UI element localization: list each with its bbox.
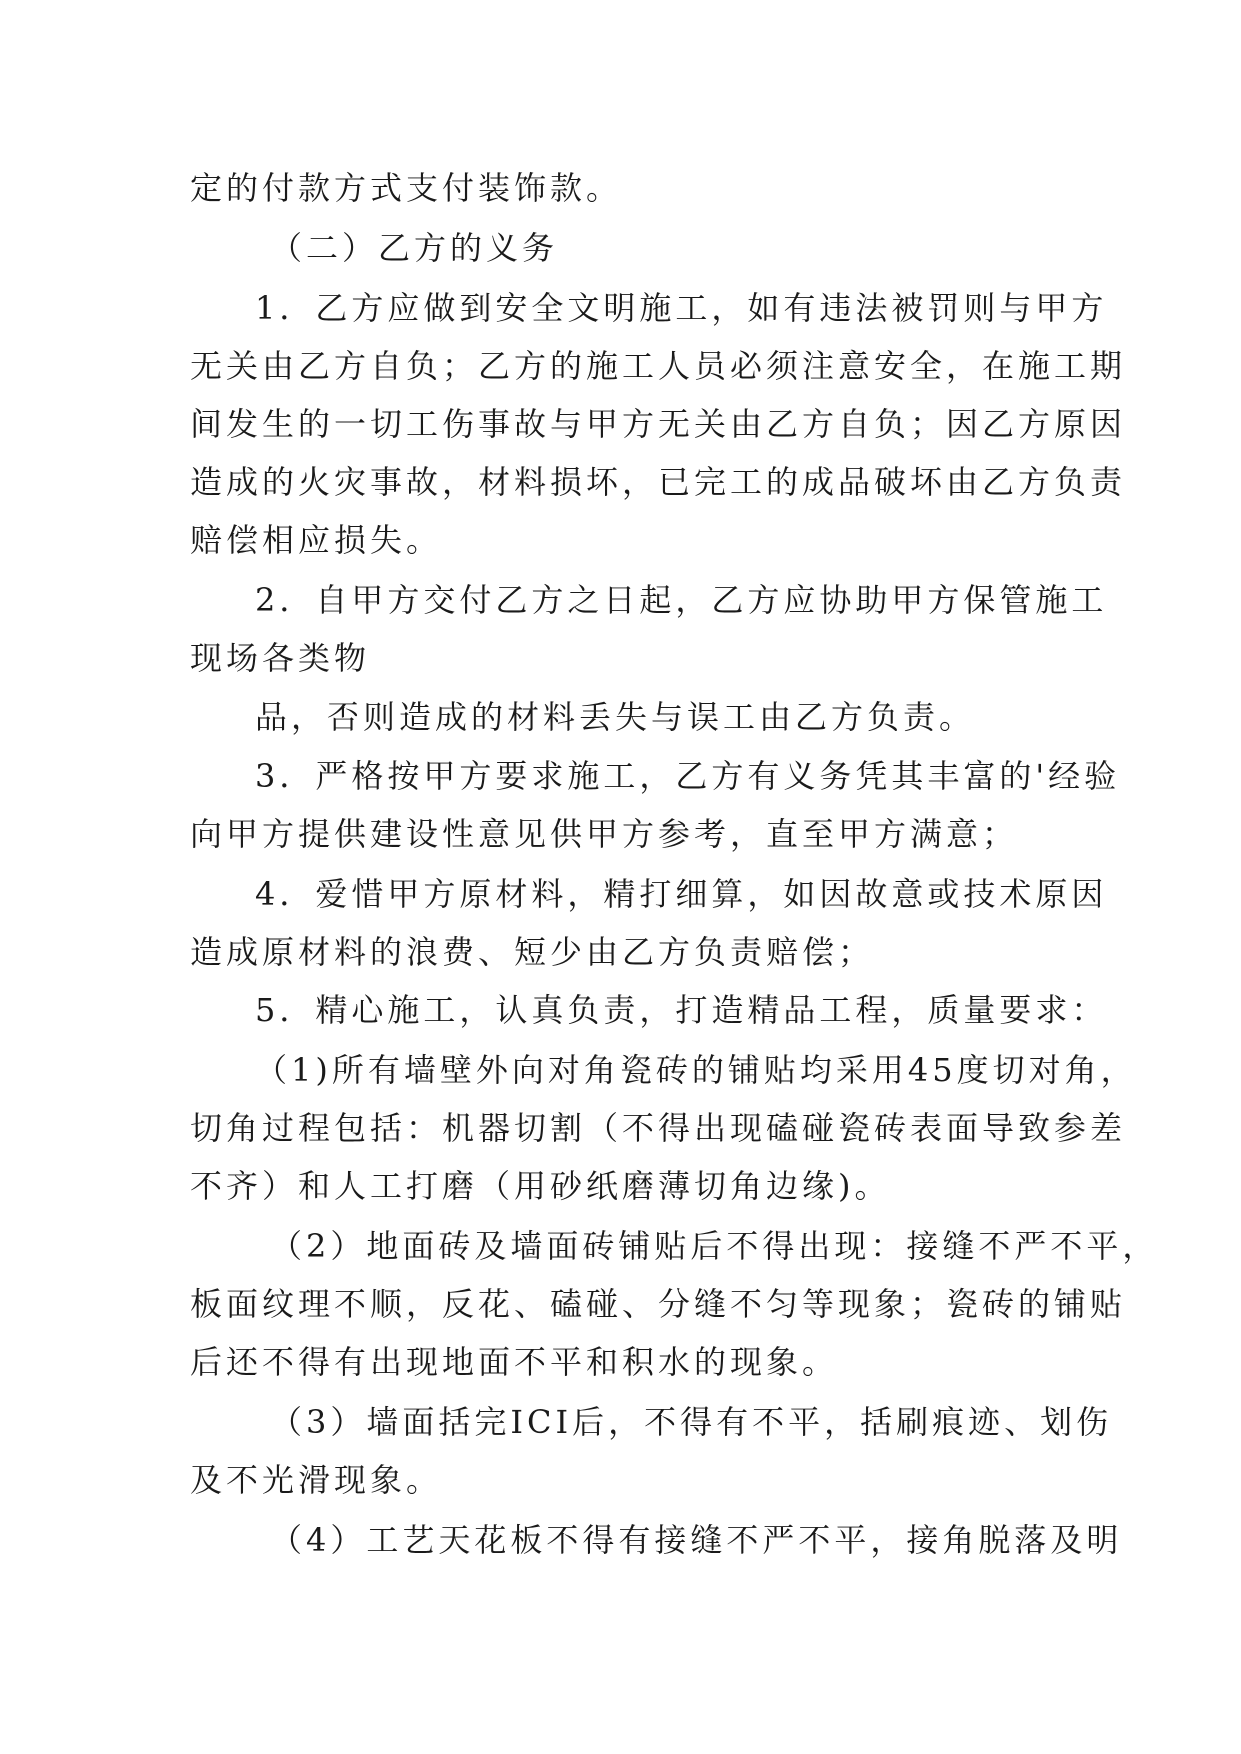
paragraph-line: （3）墙面括完ICI后，不得有不平，括刷痕迹、划伤	[270, 1403, 1113, 1441]
paragraph-line: 4．爱惜甲方原材料，精打细算，如因故意或技术原因	[255, 875, 1108, 913]
paragraph-line: 后还不得有出现地面不平和积水的现象。	[190, 1343, 839, 1381]
paragraph-line: 现场各类物	[190, 639, 371, 677]
paragraph-line: 及不光滑现象。	[190, 1461, 443, 1499]
paragraph-line: （4）工艺天花板不得有接缝不严不平，接角脱落及明	[270, 1521, 1123, 1559]
paragraph-line: 造成的火灾事故，材料损坏，已完工的成品破坏由乙方负责	[190, 463, 1127, 501]
paragraph-line: 赔偿相应损失。	[190, 521, 443, 559]
paragraph-line: 向甲方提供建设性意见供甲方参考，直至甲方满意；	[190, 815, 1019, 853]
paragraph-line: 品，否则造成的材料丢失与误工由乙方负责。	[255, 698, 976, 736]
paragraph-line: 无关由乙方自负；乙方的施工人员必须注意安全，在施工期	[190, 347, 1127, 385]
paragraph-line: 2．自甲方交付乙方之日起，乙方应协助甲方保管施工	[255, 581, 1108, 619]
paragraph-line: 5．精心施工，认真负责，打造精品工程，质量要求：	[255, 991, 1108, 1029]
paragraph-line: 定的付款方式支付装饰款。	[190, 169, 623, 207]
section-heading: （二）乙方的义务	[270, 229, 559, 267]
paragraph-line: （1)所有墙壁外向对角瓷砖的铺贴均采用45度切对角，	[255, 1051, 1137, 1089]
paragraph-line: 间发生的一切工伤事故与甲方无关由乙方自负；因乙方原因	[190, 405, 1127, 443]
paragraph-line: 板面纹理不顺，反花、磕碰、分缝不匀等现象；瓷砖的铺贴	[190, 1285, 1127, 1323]
paragraph-line: 不齐）和人工打磨（用砂纸磨薄切角边缘)。	[190, 1167, 891, 1205]
paragraph-line: 1．乙方应做到安全文明施工，如有违法被罚则与甲方	[255, 289, 1108, 327]
paragraph-line: 3．严格按甲方要求施工，乙方有义务凭其丰富的'经验	[255, 757, 1121, 795]
paragraph-line: 切角过程包括：机器切割（不得出现磕碰瓷砖表面导致参差	[190, 1109, 1127, 1147]
paragraph-line: 造成原材料的浪费、短少由乙方负责赔偿；	[190, 933, 875, 971]
paragraph-line: （2）地面砖及墙面砖铺贴后不得出现：接缝不严不平，	[270, 1227, 1159, 1265]
